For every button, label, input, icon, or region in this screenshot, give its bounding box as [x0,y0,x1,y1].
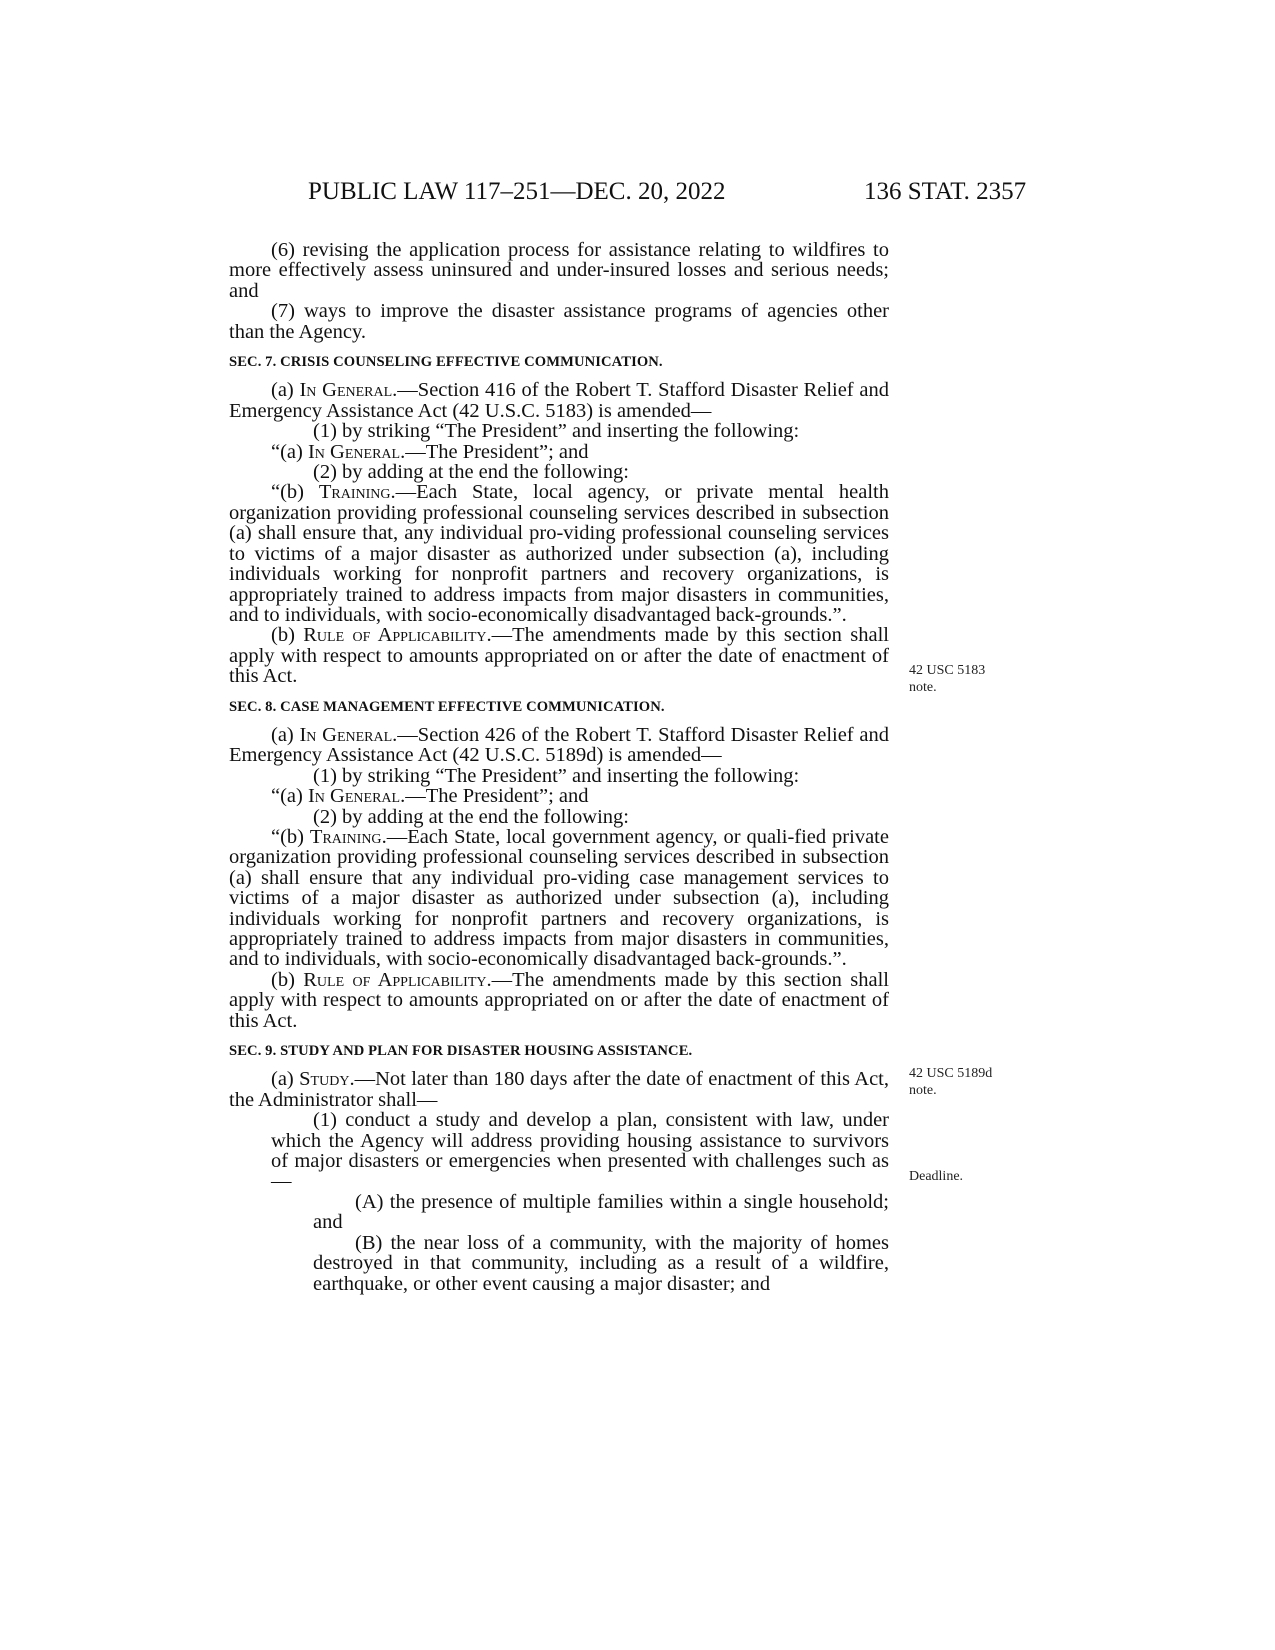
sec-8-training: “(b) Training.—Each State, local government agency, or quali-fied private organization providing professional counseling services described in subsection (a) shall ensure that any individual pro-viding case management services to victims of a major disaster as authorized under subsection (a), including individuals working for nonprofit partners and recovery organizations, is appropriately trained to address impacts from major disasters in communities, and to individuals, with socio-economically disadvantaged back-grounds.”. [229,825,889,971]
margin-note-42-usc-5183: 42 USC 5183 note. [909,663,986,695]
sec-8-paragraph-1: (1) by striking “The President” and inserting the following: [313,764,800,787]
sec-7-training: “(b) Training.—Each State, local agency, or private mental health organization providing professional counseling services described in subsection (a) shall ensure that, any individual pro-viding professional counseling services to victims of a major disaster as authorized under subsection (a), including individuals working for nonprofit partners and recovery organizations, is appropriately trained to address impacts from major disasters in communities, and to individuals, with socio-economically disadvantaged back-grounds.”. [229,481,889,626]
sec-7-quoted-a: “(a) In General.—The President”; and [271,440,589,463]
sec-7-paragraph-1: (1) by striking “The President” and inserting the following: [313,420,800,443]
document-body [229,240,889,1294]
running-title: PUBLIC LAW 117–251—DEC. 20, 2022 [308,178,726,205]
page-header [0,178,1275,218]
sec-7-paragraph-2: (2) by adding at the end the following: [313,461,629,484]
item-6: (6) revising the application process for assistance relating to wildfires to more effectively assess uninsured and under-insured losses and serious needs; and [229,239,889,302]
sec-7-rule-of-applicability: (b) Rule of Applicability.—The amendments made by this section shall apply with respect to amounts appropriated on or after the date of enactment of this Act. [229,624,889,688]
sec-9-subparagraph-A: (A) the presence of multiple families within a single household; and [313,1190,889,1234]
margin-note-42-usc-5189d: 42 USC 5189d note. [909,1066,993,1098]
sec-7-heading: SEC. 7. CRISIS COUNSELING EFFECTIVE COMMUNICATION. [229,354,663,371]
sec-8-quoted-a: “(a) In General.—The President”; and [271,785,589,808]
item-7: (7) ways to improve the disaster assistance programs of agencies other than the Agency. [229,300,889,343]
sec-9-subparagraph-B: (B) the near loss of a community, with the majority of homes destroyed in that community, including as a result of a wildfire, earthquake, or other event causing a major disaster; and [313,1231,889,1295]
stat-page-number: 136 STAT. 2357 [864,178,1027,205]
margin-note-deadline: Deadline. [909,1169,964,1184]
sec-9-paragraph-1: (1) conduct a study and develop a plan, consistent with law, under which the Agency will address providing housing assistance to survivors of major disasters or emergencies when presented with challenges such as— [271,1109,889,1193]
sec-9-subsection-a: (a) Study.—Not later than 180 days after the date of enactment of this Act, the Administrator shall— [229,1068,889,1111]
sec-8-rule-of-applicability: (b) Rule of Applicability.—The amendments made by this section shall apply with respect to amounts appropriated on or after the date of enactment of this Act. [229,968,889,1032]
sec-8-subsection-a: (a) In General.—Section 426 of the Robert T. Stafford Disaster Relief and Emergency Assistance Act (42 U.S.C. 5189d) is amended— [229,723,889,767]
sec-8-paragraph-2: (2) by adding at the end the following: [313,805,629,828]
sec-8-heading: SEC. 8. CASE MANAGEMENT EFFECTIVE COMMUNICATION. [229,698,665,715]
sec-9-heading: SEC. 9. STUDY AND PLAN FOR DISASTER HOUSING ASSISTANCE. [229,1043,693,1060]
sec-7-subsection-a: (a) In General.—Section 416 of the Robert T. Stafford Disaster Relief and Emergency Assistance Act (42 U.S.C. 5183) is amended— [229,379,889,422]
